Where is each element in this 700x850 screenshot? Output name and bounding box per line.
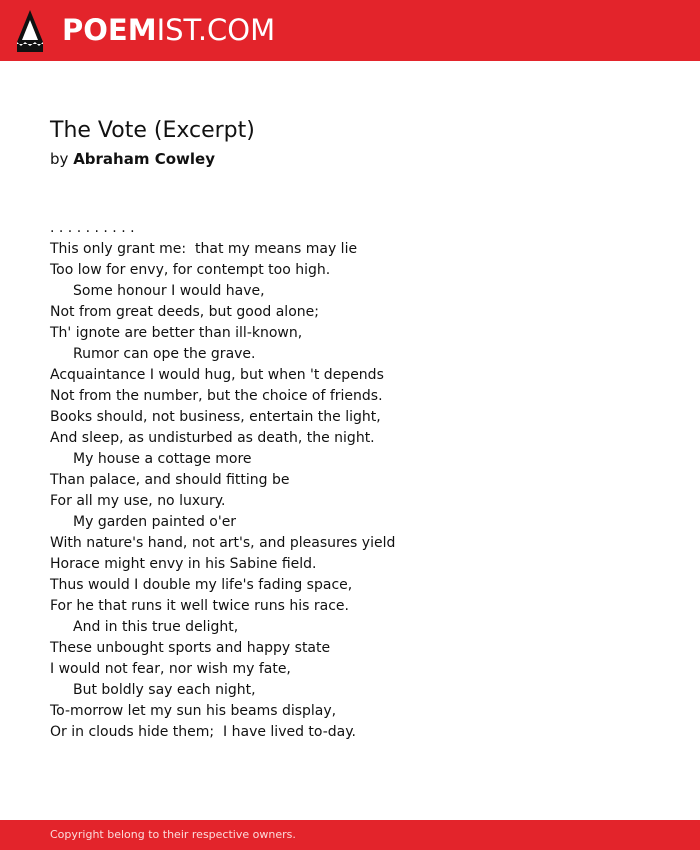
poem-line: . . . . . . . . . .: [50, 220, 135, 236]
poem-line: Too low for envy, for contempt too high.: [50, 262, 331, 278]
brand-light: IST.COM: [156, 13, 276, 47]
poem-line: I would not fear, nor wish my fate,: [50, 661, 291, 677]
poem-line: For he that runs it well twice runs his race.: [50, 598, 349, 614]
poem-line: Rumor can ope the grave.: [73, 346, 256, 362]
poem-line: For all my use, no luxury.: [50, 493, 226, 509]
poem-line: But boldly say each night,: [73, 682, 256, 698]
poem-line: To-morrow let my sun his beams display,: [50, 703, 337, 719]
poem-line: Th' ignote are better than ill-known,: [50, 325, 303, 341]
brand-bold: POEM: [62, 13, 157, 47]
poem-line: These unbought sports and happy state: [50, 640, 331, 656]
poem-line: And in this true delight,: [73, 619, 239, 635]
author-name: Abraham Cowley: [73, 150, 215, 168]
poem-line: Not from great deeds, but good alone;: [50, 304, 319, 320]
poem-line: Not from the number, but the choice of friends.: [50, 388, 383, 404]
pencil-tip-icon[interactable]: [17, 10, 43, 52]
poem-line: My house a cottage more: [73, 451, 252, 467]
poem-line: Books should, not business, entertain the light,: [50, 409, 381, 425]
poem-line: With nature's hand, not art's, and pleasures yield: [50, 535, 396, 551]
poem-line: Some honour I would have,: [73, 283, 265, 299]
poem-title: The Vote (Excerpt): [50, 118, 255, 143]
poem-line: Than palace, and should fitting be: [50, 472, 290, 488]
site-logo-text[interactable]: [62, 13, 275, 47]
poem-line: My garden painted o'er: [73, 514, 237, 530]
by-label: by: [50, 150, 69, 168]
poem-line: Horace might envy in his Sabine field.: [50, 556, 317, 572]
site-header: [0, 0, 700, 61]
poem-line: Or in clouds hide them; I have lived to-day.: [50, 724, 357, 740]
poem-body: [50, 218, 395, 743]
copyright-text: Copyright belong to their respective owners.: [50, 828, 296, 841]
byline: [50, 149, 215, 169]
poem-line: And sleep, as undisturbed as death, the night.: [50, 430, 375, 446]
poem-line: Thus would I double my life's fading space,: [50, 577, 353, 593]
site-footer: [0, 820, 700, 850]
poem-line: Acquaintance I would hug, but when 't depends: [50, 367, 384, 383]
poem-line: This only grant me: that my means may lie: [50, 241, 358, 257]
